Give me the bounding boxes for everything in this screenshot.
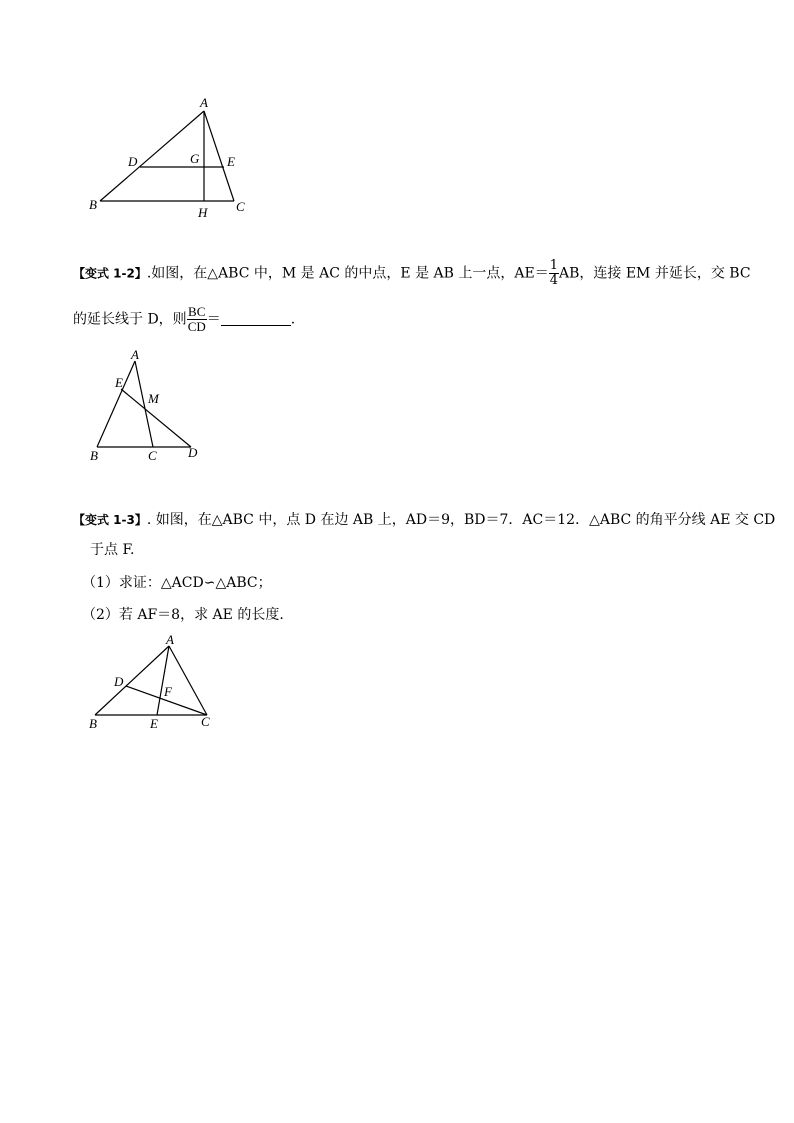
- problem-3-text: . 如图，在△ABC 中，点 D 在边 AB 上，AD＝9，BD＝7．AC＝12．△ABC 的角平分线 AE 交 CD: [146, 512, 776, 528]
- fraction-one-quarter: $\frac{1}{4}$: [549, 258, 558, 288]
- fig1-label-B: B: [89, 197, 97, 212]
- problem-2-line-2: 的延长线于 D，则 $\frac{BC}{CD}$ ＝ .: [73, 304, 296, 334]
- fig2-label-D: D: [188, 445, 198, 460]
- problem-3-tag: 【变式 1-3】: [73, 513, 147, 527]
- problem-2-text-tail: AB，连接 EM 并延长，交 BC: [558, 265, 751, 282]
- fig1-label-D: D: [128, 154, 138, 169]
- fig2-label-E: E: [115, 375, 123, 390]
- fraction-bc-over-cd: $\frac{BC}{CD}$: [187, 304, 206, 334]
- fig3-label-D: D: [114, 674, 124, 689]
- problem-3-line-2: 于点 F.: [90, 542, 135, 558]
- fig3-label-A: A: [166, 632, 174, 647]
- problem-2-tag: 【变式 1-2】: [73, 266, 147, 281]
- fig1-label-H: H: [198, 205, 208, 220]
- fig2-label-M: M: [148, 391, 159, 406]
- problem-3-part-2: （2）若 AF＝8，求 AE 的长度.: [82, 607, 284, 623]
- fig1-label-G: G: [190, 151, 200, 166]
- fig2-label-C: C: [148, 448, 157, 463]
- fig2-label-B: B: [90, 448, 98, 463]
- fig3-label-C: C: [201, 714, 210, 729]
- fig3-label-B: B: [89, 716, 97, 731]
- fig1-label-C: C: [236, 199, 245, 214]
- fig2-label-A: A: [131, 347, 139, 362]
- fig1-label-A: A: [200, 95, 208, 110]
- problem-3-part-1: （1）求证：△ACD∽△ABC；: [82, 575, 272, 591]
- fig3-label-E: E: [150, 716, 158, 731]
- problem-2-text: .如图，在△ABC 中，M 是 AC 的中点，E 是 AB 上一点，AE＝: [146, 265, 549, 282]
- fig1-label-E: E: [227, 154, 235, 169]
- fig3-label-F: F: [164, 684, 172, 699]
